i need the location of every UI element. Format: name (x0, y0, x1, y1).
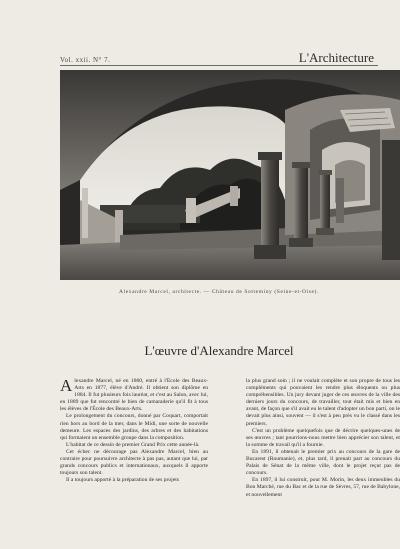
page-header (60, 52, 378, 66)
volume-number: Vol. xxii. N° 7. (60, 56, 111, 64)
paragraph: la plus grand soin ; il ne voulait complète et son propre de tous les compléments qui pouvaient les rendre plus éloquents ou plus compréhensibles. Un jury devant juger de ces œuvres de la ville des derniers jours du concours, de travailler, tout était mis et bien en avant, de façon que s'il avait eu le talent d'adopter un bon parti, on le devait plus ainsi, souvent — il s'est à peu près vu le classé dans les premiers. (246, 378, 400, 427)
drop-capital: A (60, 378, 73, 395)
paragraph: Cet échec ne décourage pas Alexandre Marcel, bien au contraire pour poursuivre architecte à pas pas, autant que lui, par grands concours publics et internationaux, auxquels il apporte toujours son talent. (60, 448, 208, 477)
article-column-right (246, 378, 400, 549)
arcade-photo-icon (60, 70, 400, 280)
article-column-left (60, 378, 208, 549)
paragraph: Le prolongement du concours, donné par Coquart, comportait rien hors au bord de la mer, dans le Midi, une sorte de nouvelle demeure. Les espaces des jardins, des arbres et des habitations qui formaient un ensemble groupe dans la composition. (60, 413, 208, 441)
article-title: L'œuvre d'Alexandre Marcel (144, 343, 294, 358)
paragraph: Il a toujours apporté à la préparation de ses projets (66, 477, 179, 484)
paragraph: En 1891, il obtenait le premier prix au concours de la gare de Bucarest (Roumanie), et, plus tard, il prenait part au concours du Palais de Sénat de la même ville, dont le projet reçut pas de concours. (246, 448, 400, 477)
paragraph: Alexandre Marcel, né en 1860, entré à l'École des Beaux-Arts en 1877, élève d'André. Il obtient son diplôme en 1884. Il fut plusieurs fois lauréat, et c'est au Salon, avec lui, en 1889 que fut rencontré le bien de camaraderie qu'il fit à tous les élèves de l'École des Beaux-Arts. (60, 378, 208, 413)
paragraph: C'est un problème quelquefois que de décrire quelques-unes de ses œuvres ; tant pourrions-nous mettre bien apprécier son talent, et la somme de travail qu'il a fournie. (246, 427, 400, 448)
photo-caption: Alexandre Marcel, architecte. — Château de Sotteminy (Seine-et-Oise). (119, 289, 319, 295)
arcade-photograph (60, 70, 400, 280)
paragraph: En 1897, il lui construit, pour M. Morin, les deux immeubles du Bon Marché, rue du Bac et de la rue de Sèvres, 57, rue de Babylone, et nouvellement (246, 477, 400, 498)
journal-title: L'Architecture (298, 50, 374, 65)
paragraph: L'habitat de ce dessin de premier Grand Prix cette année-là. (66, 441, 200, 448)
